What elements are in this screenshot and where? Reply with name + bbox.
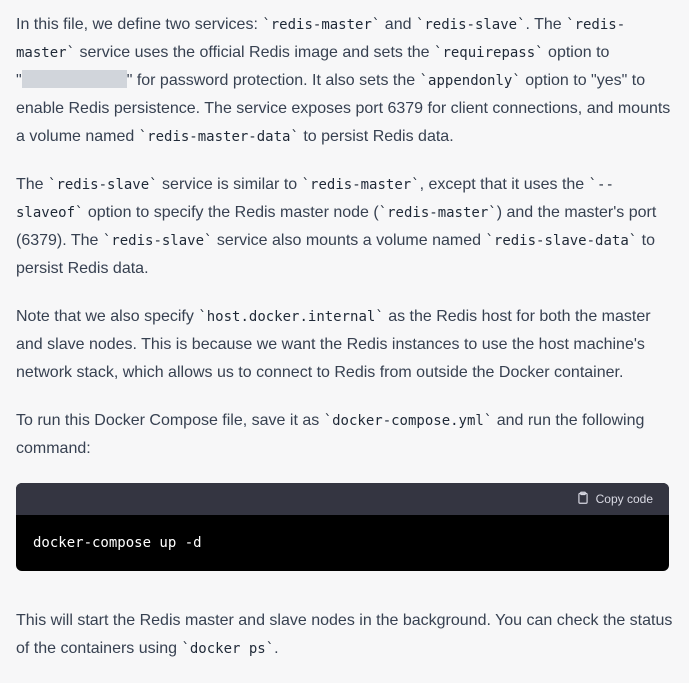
inline-code: `host.docker.internal` — [198, 309, 384, 325]
copy-code-label: Copy code — [595, 492, 653, 506]
text: option to — [543, 44, 610, 61]
copy-code-button[interactable] — [576, 491, 653, 508]
message-content — [16, 11, 676, 483]
code-block — [16, 483, 669, 571]
inline-code: `redis-slave` — [48, 177, 158, 193]
inline-code: `redis-slave` — [415, 17, 526, 33]
text: . The — [525, 16, 567, 33]
inline-code: `docker-compose.yml` — [323, 413, 493, 429]
text: " — [16, 72, 22, 89]
text: option to specify the Redis master node ( — [83, 204, 379, 221]
paragraph-1 — [16, 11, 676, 151]
text: option to "yes" to enable Redis persistence. The service exposes port 6379 for client connections, and mounts a volume named — [16, 72, 671, 145]
text: To run this Docker Compose file, save it as — [16, 412, 324, 429]
text: and — [380, 16, 416, 33]
code-block-header — [16, 483, 669, 515]
inline-code: `redis-slave` — [102, 233, 213, 249]
paragraph-2 — [16, 171, 676, 283]
paragraph-5 — [16, 607, 676, 663]
text: . — [274, 640, 279, 657]
inline-code: `redis-master-data` — [138, 129, 299, 145]
inline-code: master` — [16, 45, 76, 61]
clipboard-icon — [576, 491, 590, 508]
inline-code: `appendonly` — [419, 73, 521, 89]
inline-code: `redis-master` — [378, 205, 497, 221]
text: and run the following command: — [16, 412, 645, 457]
text: In this file, we define two services: — [16, 16, 263, 33]
redacted-password — [22, 70, 127, 88]
inline-code: slaveof` — [16, 205, 84, 221]
inline-code: `redis-master` — [301, 177, 420, 193]
text: service is similar to — [157, 176, 302, 193]
inline-code: `redis- — [566, 17, 626, 33]
text: ) and the master's port (6379). The — [16, 204, 657, 249]
text: service uses the official Redis image and sets the — [75, 44, 435, 61]
paragraph-4 — [16, 407, 676, 463]
text: " for password protection. It also sets the — [126, 72, 420, 89]
inline-code: `requirepass` — [434, 45, 544, 61]
text: This will start the Redis master and slave nodes in the background. You can check the status of the containers using — [16, 612, 673, 657]
text: to persist Redis data. — [298, 128, 454, 145]
inline-code: `-- — [588, 177, 614, 193]
text: Note that we also specify — [16, 308, 199, 325]
text: The — [16, 176, 49, 193]
text: as the Redis host for both the master and slave nodes. This is because we want the Redis instances to use the host machine's network stack, which allows us to connect to Redis from outside the Docker container. — [16, 308, 651, 381]
text: service also mounts a volume named — [212, 232, 486, 249]
paragraph-3 — [16, 303, 676, 387]
text: , except that it uses the — [419, 176, 589, 193]
message-content-after — [16, 607, 676, 683]
inline-code: `redis-slave-data` — [485, 233, 638, 249]
inline-code: `redis-master` — [262, 17, 381, 33]
text: to persist Redis data. — [16, 232, 655, 277]
inline-code: `docker ps` — [181, 641, 275, 657]
code-content: docker-compose up -d — [33, 535, 202, 551]
